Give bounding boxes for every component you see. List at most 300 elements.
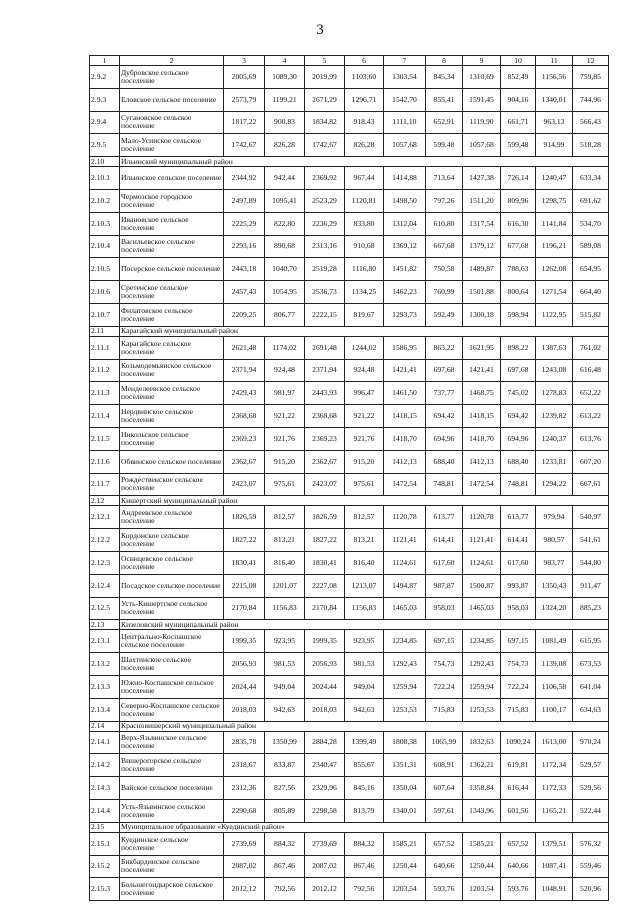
value-cell: 1350,04 [384, 777, 426, 800]
settlement-name: Сретенское сельское поселение [120, 281, 224, 304]
value-cell: 722,24 [501, 675, 536, 698]
value-cell: 1742,67 [305, 134, 345, 157]
value-cell: 1465,03 [384, 597, 426, 620]
value-cell: 2429,43 [224, 382, 265, 405]
value-cell: 1121,41 [384, 529, 426, 552]
value-cell: 915,20 [345, 450, 384, 473]
section-title: Ильинский муниципальный район [120, 157, 609, 167]
value-cell: 1253,53 [463, 698, 501, 721]
value-cell: 2368,68 [224, 405, 265, 428]
value-cell: 975,61 [345, 473, 384, 496]
value-cell: 1057,68 [384, 134, 426, 157]
settlement-name: Козьмодемьянское сельское поселение [120, 359, 224, 382]
settlement-name: Дубровское сельское поселение [120, 66, 224, 89]
value-cell: 541,61 [573, 529, 609, 552]
value-cell: 2236,29 [305, 212, 345, 235]
value-cell: 2087,02 [224, 855, 265, 878]
row-code: 2.9.5 [90, 134, 120, 157]
value-cell: 613,77 [501, 506, 536, 529]
value-cell: 754,73 [426, 653, 463, 676]
value-cell: 1613,00 [536, 731, 573, 754]
value-cell: 697,15 [426, 630, 463, 653]
value-cell: 1233,81 [536, 450, 573, 473]
row-code: 2.15.1 [90, 832, 120, 855]
value-cell: 598,94 [501, 303, 536, 326]
section-title: Кизеловский муниципальный район [120, 620, 609, 630]
value-cell: 833,87 [265, 754, 305, 777]
row-code: 2.11.1 [90, 336, 120, 359]
value-cell: 694,42 [426, 405, 463, 428]
value-cell: 1379,12 [463, 235, 501, 258]
row-code: 2.15.2 [90, 855, 120, 878]
table-row [90, 88, 609, 111]
value-cell: 792,56 [265, 878, 305, 901]
value-cell: 833,80 [345, 212, 384, 235]
value-cell: 1250,44 [463, 855, 501, 878]
value-cell: 754,73 [501, 653, 536, 676]
value-cell: 1262,08 [536, 258, 573, 281]
row-code: 2.11.2 [90, 359, 120, 382]
value-cell: 812,57 [345, 506, 384, 529]
value-cell: 2671,29 [305, 88, 345, 111]
value-cell: 942,44 [265, 167, 305, 190]
value-cell: 949,04 [345, 675, 384, 698]
table-row [90, 382, 609, 405]
value-cell: 826,28 [345, 134, 384, 157]
value-cell: 1427,38 [463, 167, 501, 190]
row-code: 2.13.1 [90, 630, 120, 653]
settlement-name: Мало-Усинское сельское поселение [120, 134, 224, 157]
value-cell: 2369,92 [305, 167, 345, 190]
section-row [90, 157, 609, 167]
value-cell: 1100,17 [536, 698, 573, 721]
value-cell: 1418,70 [463, 427, 501, 450]
table-row [90, 731, 609, 754]
settlement-name: Ильинское сельское поселение [120, 167, 224, 190]
value-cell: 2329,96 [305, 777, 345, 800]
header-cell: 10 [501, 56, 536, 66]
value-cell: 993,87 [501, 574, 536, 597]
value-cell: 1340,01 [536, 88, 573, 111]
value-cell: 2457,43 [224, 281, 265, 304]
value-cell: 949,04 [265, 675, 305, 698]
tariff-table [89, 55, 609, 901]
value-cell: 737,77 [426, 382, 463, 405]
row-code: 2.12.4 [90, 574, 120, 597]
value-cell: 2225,29 [224, 212, 265, 235]
value-cell: 761,02 [573, 336, 609, 359]
value-cell: 617,60 [501, 551, 536, 574]
settlement-name: Сугановское сельское поселение [120, 111, 224, 134]
value-cell: 1120,78 [384, 506, 426, 529]
value-cell: 1498,50 [384, 189, 426, 212]
table-row [90, 777, 609, 800]
row-code: 2.10.2 [90, 189, 120, 212]
value-cell: 1340,01 [384, 799, 426, 822]
table-row [90, 653, 609, 676]
value-cell: 800,64 [501, 281, 536, 304]
value-cell: 617,60 [426, 551, 463, 574]
value-cell: 694,42 [501, 405, 536, 428]
value-cell: 544,80 [573, 551, 609, 574]
table-row [90, 336, 609, 359]
row-code: 2.13.4 [90, 698, 120, 721]
value-cell: 813,21 [345, 529, 384, 552]
value-cell: 924,48 [265, 359, 305, 382]
value-cell: 634,63 [573, 698, 609, 721]
table-row [90, 574, 609, 597]
value-cell: 2024,44 [305, 675, 345, 698]
row-code: 2.11.6 [90, 450, 120, 473]
value-cell: 540,97 [573, 506, 609, 529]
header-cell: 8 [426, 56, 463, 66]
row-code: 2.11.5 [90, 427, 120, 450]
value-cell: 2371,94 [224, 359, 265, 382]
value-cell: 759,85 [573, 66, 609, 89]
value-cell: 845,16 [345, 777, 384, 800]
value-cell: 963,13 [536, 111, 573, 134]
value-cell: 2884,28 [305, 731, 345, 754]
value-cell: 2443,18 [224, 258, 265, 281]
value-cell: 614,41 [501, 529, 536, 552]
value-cell: 1343,96 [463, 799, 501, 822]
table-row [90, 189, 609, 212]
table-row [90, 235, 609, 258]
value-cell: 806,77 [265, 303, 305, 326]
value-cell: 745,02 [501, 382, 536, 405]
section-code: 2.15 [90, 822, 120, 832]
value-cell: 1048,91 [536, 878, 573, 901]
value-cell: 1412,13 [463, 450, 501, 473]
value-cell: 694,96 [426, 427, 463, 450]
section-title: Красновишерский муниципальный район [120, 721, 609, 731]
row-code: 2.14.4 [90, 799, 120, 822]
settlement-name: Еловское сельское поселение [120, 88, 224, 111]
value-cell: 1310,69 [463, 66, 501, 89]
value-cell: 1387,63 [536, 336, 573, 359]
section-title: Муниципальное образование «Куединский район» [120, 822, 609, 832]
row-code: 2.12.3 [90, 551, 120, 574]
settlement-name: Рождественское сельское поселение [120, 473, 224, 496]
value-cell: 855,41 [426, 88, 463, 111]
value-cell: 640,66 [501, 855, 536, 878]
settlement-name: Южно-Коспашское сельское поселение [120, 675, 224, 698]
value-cell: 688,40 [426, 450, 463, 473]
value-cell: 657,52 [501, 832, 536, 855]
value-cell: 1271,54 [536, 281, 573, 304]
value-cell: 1351,31 [384, 754, 426, 777]
value-cell: 1156,83 [345, 597, 384, 620]
value-cell: 2313,16 [305, 235, 345, 258]
row-code: 2.13.2 [90, 653, 120, 676]
table-row [90, 506, 609, 529]
settlement-name: Верх-Язьвинское сельское поселение [120, 731, 224, 754]
value-cell: 816,40 [345, 551, 384, 574]
value-cell: 748,81 [501, 473, 536, 496]
header-cell: 11 [536, 56, 573, 66]
value-cell: 633,34 [573, 167, 609, 190]
value-cell: 599,48 [501, 134, 536, 157]
value-cell: 923,95 [345, 630, 384, 653]
value-cell: 1300,18 [463, 303, 501, 326]
row-code: 2.11.7 [90, 473, 120, 496]
value-cell: 2222,15 [305, 303, 345, 326]
table-row [90, 551, 609, 574]
value-cell: 654,95 [573, 258, 609, 281]
value-cell: 970,24 [573, 731, 609, 754]
settlement-name: Вишерогорское сельское поселение [120, 754, 224, 777]
value-cell: 921,76 [345, 427, 384, 450]
value-cell: 2536,73 [305, 281, 345, 304]
row-code: 2.9.3 [90, 88, 120, 111]
value-cell: 1808,38 [384, 731, 426, 754]
row-code: 2.11.4 [90, 405, 120, 428]
value-cell: 1234,85 [384, 630, 426, 653]
value-cell: 2497,89 [224, 189, 265, 212]
value-cell: 996,47 [345, 382, 384, 405]
value-cell: 1817,22 [224, 111, 265, 134]
value-cell: 613,22 [573, 405, 609, 428]
header-cell: 1 [90, 56, 120, 66]
value-cell: 515,82 [573, 303, 609, 326]
value-cell: 979,94 [536, 506, 573, 529]
section-code: 2.14 [90, 721, 120, 731]
value-cell: 1239,82 [536, 405, 573, 428]
value-cell: 1156,56 [536, 66, 573, 89]
value-cell: 566,43 [573, 111, 609, 134]
value-cell: 2056,93 [305, 653, 345, 676]
value-cell: 2369,23 [305, 427, 345, 450]
value-cell: 522,44 [573, 799, 609, 822]
value-cell: 813,21 [265, 529, 305, 552]
value-cell: 1451,82 [384, 258, 426, 281]
value-cell: 1057,68 [463, 134, 501, 157]
value-cell: 1742,67 [224, 134, 265, 157]
row-code: 2.10.5 [90, 258, 120, 281]
value-cell: 2290,68 [224, 799, 265, 822]
section-row [90, 620, 609, 630]
value-cell: 1199,21 [265, 88, 305, 111]
row-code: 2.10.4 [90, 235, 120, 258]
settlement-name: Менделеевское сельское поселение [120, 382, 224, 405]
value-cell: 2362,67 [224, 450, 265, 473]
row-code: 2.14.1 [90, 731, 120, 754]
value-cell: 2369,23 [224, 427, 265, 450]
row-code: 2.10.1 [90, 167, 120, 190]
value-cell: 2691,48 [305, 336, 345, 359]
settlement-name: Вайское сельское поселение [120, 777, 224, 800]
value-cell: 2423,07 [224, 473, 265, 496]
value-cell: 1139,08 [536, 653, 573, 676]
table-row [90, 111, 609, 134]
value-cell: 1399,49 [345, 731, 384, 754]
value-cell: 2012,12 [224, 878, 265, 901]
value-cell: 2019,99 [305, 66, 345, 89]
value-cell: 958,03 [501, 597, 536, 620]
value-cell: 1465,03 [463, 597, 501, 620]
value-cell: 694,96 [501, 427, 536, 450]
value-cell: 1350,43 [536, 574, 573, 597]
row-code: 2.12.2 [90, 529, 120, 552]
value-cell: 1244,02 [345, 336, 384, 359]
value-cell: 1165,21 [536, 799, 573, 822]
header-cell: 3 [224, 56, 265, 66]
value-cell: 1421,41 [384, 359, 426, 382]
value-cell: 615,95 [573, 630, 609, 653]
value-cell: 898,22 [501, 336, 536, 359]
value-cell: 1196,21 [536, 235, 573, 258]
value-cell: 1106,58 [536, 675, 573, 698]
row-code: 2.9.2 [90, 66, 120, 89]
value-cell: 1324,20 [536, 597, 573, 620]
section-code: 2.13 [90, 620, 120, 630]
table-row [90, 427, 609, 450]
value-cell: 1358,84 [463, 777, 501, 800]
value-cell: 2368,68 [305, 405, 345, 428]
value-cell: 640,66 [426, 855, 463, 878]
header-row [90, 56, 609, 66]
value-cell: 1827,22 [305, 529, 345, 552]
value-cell: 1585,21 [463, 832, 501, 855]
value-cell: 1472,54 [463, 473, 501, 496]
value-cell: 1203,54 [463, 878, 501, 901]
value-cell: 616,30 [501, 212, 536, 235]
value-cell: 559,46 [573, 855, 609, 878]
value-cell: 607,20 [573, 450, 609, 473]
value-cell: 1999,35 [305, 630, 345, 653]
value-cell: 1087,41 [536, 855, 573, 878]
value-cell: 2523,29 [305, 189, 345, 212]
value-cell: 657,52 [426, 832, 463, 855]
value-cell: 910,68 [345, 235, 384, 258]
table-row [90, 855, 609, 878]
value-cell: 748,81 [426, 473, 463, 496]
value-cell: 900,83 [265, 111, 305, 134]
value-cell: 1234,85 [463, 630, 501, 653]
value-cell: 2443,93 [305, 382, 345, 405]
value-cell: 1250,44 [384, 855, 426, 878]
value-cell: 2423,07 [305, 473, 345, 496]
value-cell: 2170,84 [224, 597, 265, 620]
value-cell: 715,83 [426, 698, 463, 721]
value-cell: 921,22 [345, 405, 384, 428]
value-cell: 1832,63 [463, 731, 501, 754]
value-cell: 1141,84 [536, 212, 573, 235]
value-cell: 2209,25 [224, 303, 265, 326]
row-code: 2.13.3 [90, 675, 120, 698]
value-cell: 812,57 [265, 506, 305, 529]
value-cell: 2087,02 [305, 855, 345, 878]
settlement-name: Усть-Язьвинское сельское поселение [120, 799, 224, 822]
value-cell: 1119,90 [463, 111, 501, 134]
section-row [90, 496, 609, 506]
settlement-name: Шахтинское сельское поселение [120, 653, 224, 676]
table-row [90, 303, 609, 326]
row-code: 2.10.7 [90, 303, 120, 326]
value-cell: 2573,79 [224, 88, 265, 111]
settlement-name: Северно-Коспашское сельское поселение [120, 698, 224, 721]
value-cell: 890,68 [265, 235, 305, 258]
header-cell: 7 [384, 56, 426, 66]
value-cell: 1298,75 [536, 189, 573, 212]
value-cell: 788,63 [501, 258, 536, 281]
value-cell: 613,76 [573, 427, 609, 450]
header-cell: 5 [305, 56, 345, 66]
settlement-name: Посадское сельское поселение [120, 574, 224, 597]
value-cell: 593,76 [501, 878, 536, 901]
section-code: 2.11 [90, 326, 120, 336]
value-cell: 1379,51 [536, 832, 573, 855]
value-cell: 1116,80 [345, 258, 384, 281]
value-cell: 2018,03 [305, 698, 345, 721]
table-row [90, 832, 609, 855]
settlement-name: Усть-Кишертское сельское поселение [120, 597, 224, 620]
table-row [90, 630, 609, 653]
value-cell: 1240,37 [536, 427, 573, 450]
table-row [90, 167, 609, 190]
value-cell: 667,61 [573, 473, 609, 496]
value-cell: 1296,71 [345, 88, 384, 111]
value-cell: 673,53 [573, 653, 609, 676]
value-cell: 677,68 [501, 235, 536, 258]
value-cell: 942,63 [345, 698, 384, 721]
value-cell: 616,44 [501, 777, 536, 800]
value-cell: 1293,73 [384, 303, 426, 326]
value-cell: 958,03 [426, 597, 463, 620]
value-cell: 813,79 [345, 799, 384, 822]
header-cell: 6 [345, 56, 384, 66]
table-row [90, 799, 609, 822]
value-cell: 1414,88 [384, 167, 426, 190]
value-cell: 967,44 [345, 167, 384, 190]
value-cell: 1489,87 [463, 258, 501, 281]
value-cell: 981,53 [345, 653, 384, 676]
header-cell: 9 [463, 56, 501, 66]
value-cell: 1292,43 [384, 653, 426, 676]
value-cell: 924,48 [345, 359, 384, 382]
value-cell: 855,67 [345, 754, 384, 777]
value-cell: 1243,08 [536, 359, 573, 382]
value-cell: 1124,61 [463, 551, 501, 574]
value-cell: 750,58 [426, 258, 463, 281]
value-cell: 816,40 [265, 551, 305, 574]
value-cell: 760,99 [426, 281, 463, 304]
row-code: 2.11.3 [90, 382, 120, 405]
value-cell: 1134,25 [345, 281, 384, 304]
value-cell: 2835,78 [224, 731, 265, 754]
section-row [90, 721, 609, 731]
value-cell: 1040,70 [265, 258, 305, 281]
value-cell: 1124,61 [384, 551, 426, 574]
value-cell: 1065,99 [426, 731, 463, 754]
value-cell: 1172,33 [536, 777, 573, 800]
value-cell: 599,48 [426, 134, 463, 157]
settlement-name: Никольское сельское поселение [120, 427, 224, 450]
value-cell: 616,48 [573, 359, 609, 382]
row-code: 2.10.6 [90, 281, 120, 304]
value-cell: 1172,34 [536, 754, 573, 777]
value-cell: 1201,07 [265, 574, 305, 597]
value-cell: 2621,48 [224, 336, 265, 359]
value-cell: 826,28 [265, 134, 305, 157]
value-cell: 1253,53 [384, 698, 426, 721]
value-cell: 1621,95 [463, 336, 501, 359]
page-number: 3 [316, 22, 324, 38]
value-cell: 613,77 [426, 506, 463, 529]
table-row [90, 754, 609, 777]
value-cell: 2056,93 [224, 653, 265, 676]
value-cell: 520,96 [573, 878, 609, 901]
